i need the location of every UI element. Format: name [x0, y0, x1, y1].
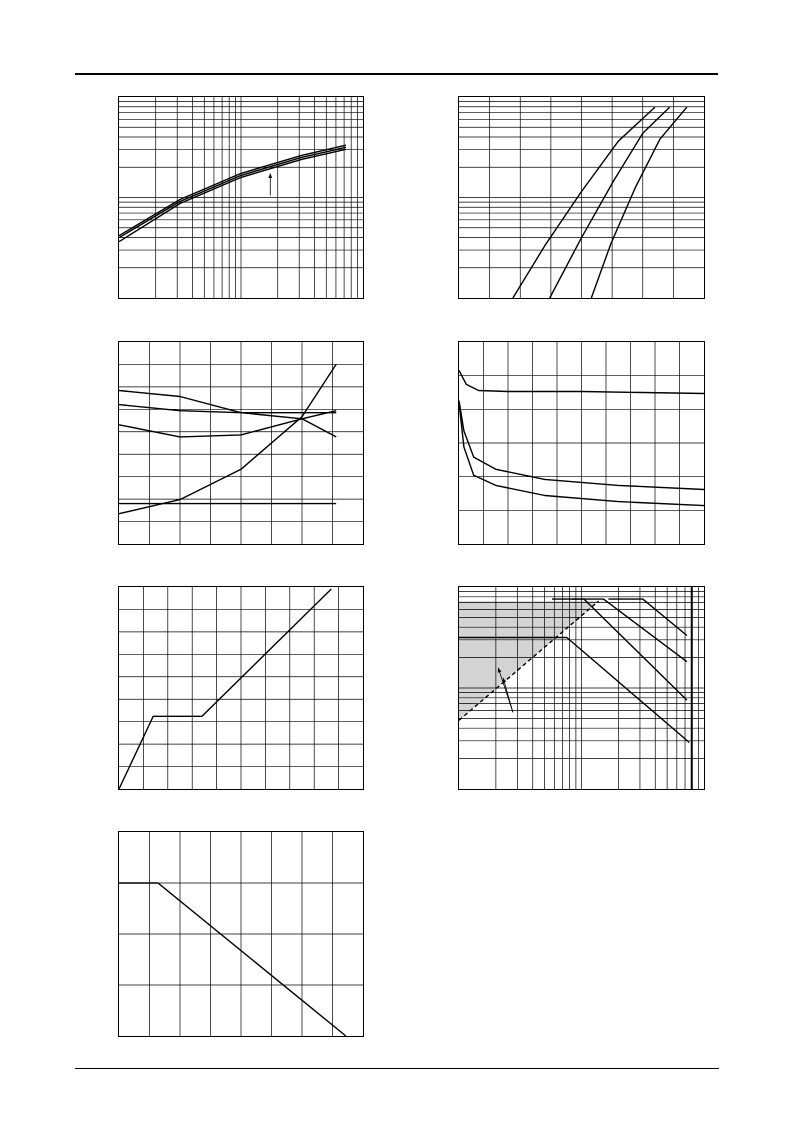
- footer-rule: [75, 1068, 719, 1069]
- series-line-2: [550, 107, 670, 298]
- annotation-arrowhead: [268, 173, 272, 178]
- chart-1: [118, 96, 364, 299]
- chart-5: [118, 586, 364, 790]
- chart-7: [118, 831, 364, 1037]
- chart-1-plot: [119, 97, 363, 298]
- chart-7-plot: [119, 832, 363, 1036]
- annotation-arrow-2: [503, 678, 513, 712]
- chart-4-plot: [459, 342, 704, 544]
- series-line-1: [119, 145, 346, 236]
- series-line-1: [119, 589, 331, 789]
- chart-6-plot: [459, 587, 704, 789]
- series-line-3: [591, 107, 687, 298]
- series-line-2: [119, 147, 346, 237]
- series-line-1: [119, 883, 346, 1036]
- series-line-1: [513, 107, 655, 298]
- chart-2-plot: [459, 97, 704, 298]
- chart-3-plot: [119, 342, 363, 544]
- header-rule: [75, 73, 718, 75]
- chart-3: [118, 341, 364, 545]
- chart-6: [458, 586, 705, 790]
- chart-5-plot: [119, 587, 363, 789]
- chart-2: [458, 96, 705, 299]
- chart-4: [458, 341, 705, 545]
